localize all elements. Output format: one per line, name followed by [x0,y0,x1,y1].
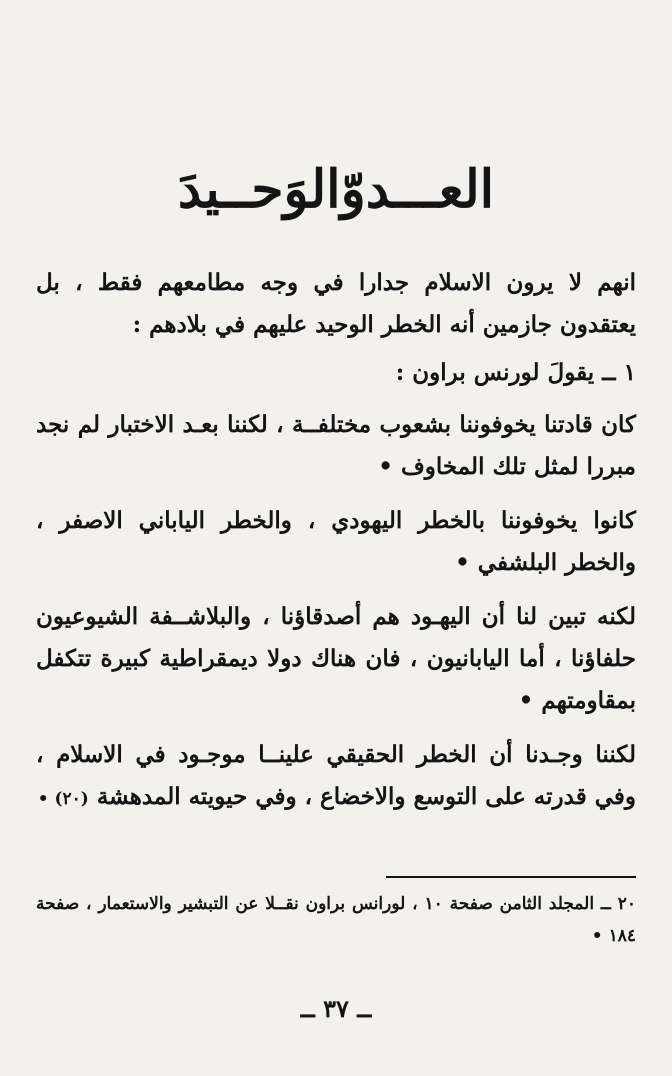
footnote-divider [386,876,636,878]
page-number: ــ ٣٧ ــ [300,994,372,1023]
paragraph-quote-heading: ١ ــ يقولَ لورنس براون : [395,359,636,386]
body-text [36,262,636,820]
paragraph-quote-4 [36,734,636,820]
paragraph-quote-2: كانوا يخوفوننا بالخطر اليهودي ، والخطر الياباني الاصفر ، والخطر البلشفي • [36,507,636,576]
chapter-title: العـــدوّالوَحــيدَ [177,159,495,220]
footnote-reference: (٢٠) • [37,789,89,809]
paragraph-quote-4-text: لكننا وجـدنا أن الخطر الحقيقي علينــا موجـود في الاسلام ، وفي قدرته على التوسع والاخضاع ، وفي حيويته المدهشة [36,741,636,810]
paragraph-quote-3: لكنه تبين لنا أن اليهـود هم أصدقاؤنا ، والبلاشــفة الشيوعيون حلفاؤنا ، أما اليابانيون ، فان هناك دولا ديمقراطية كبيرة تتكفل بمقاومتهم • [36,603,636,714]
footnote-text: ٢٠ ــ المجلد الثامن صفحة ١٠ ، لورانس براون نقــلا عن التبشير والاستعمار ، صفحة ١٨٤ • [36,894,637,946]
paragraph-intro: انهم لا يرون الاسلام جدارا في وجه مطامعهم فقط ، بل يعتقدون جازمين أنه الخطر الوحيد عليهم في بلادهم : [36,269,636,338]
paragraph-quote-1: كان قادتنا يخوفوننا بشعوب مختلفــة ، لكننا بعـد الاختبار لم نجد مبررا لمثل تلك المخاوف • [36,411,636,480]
